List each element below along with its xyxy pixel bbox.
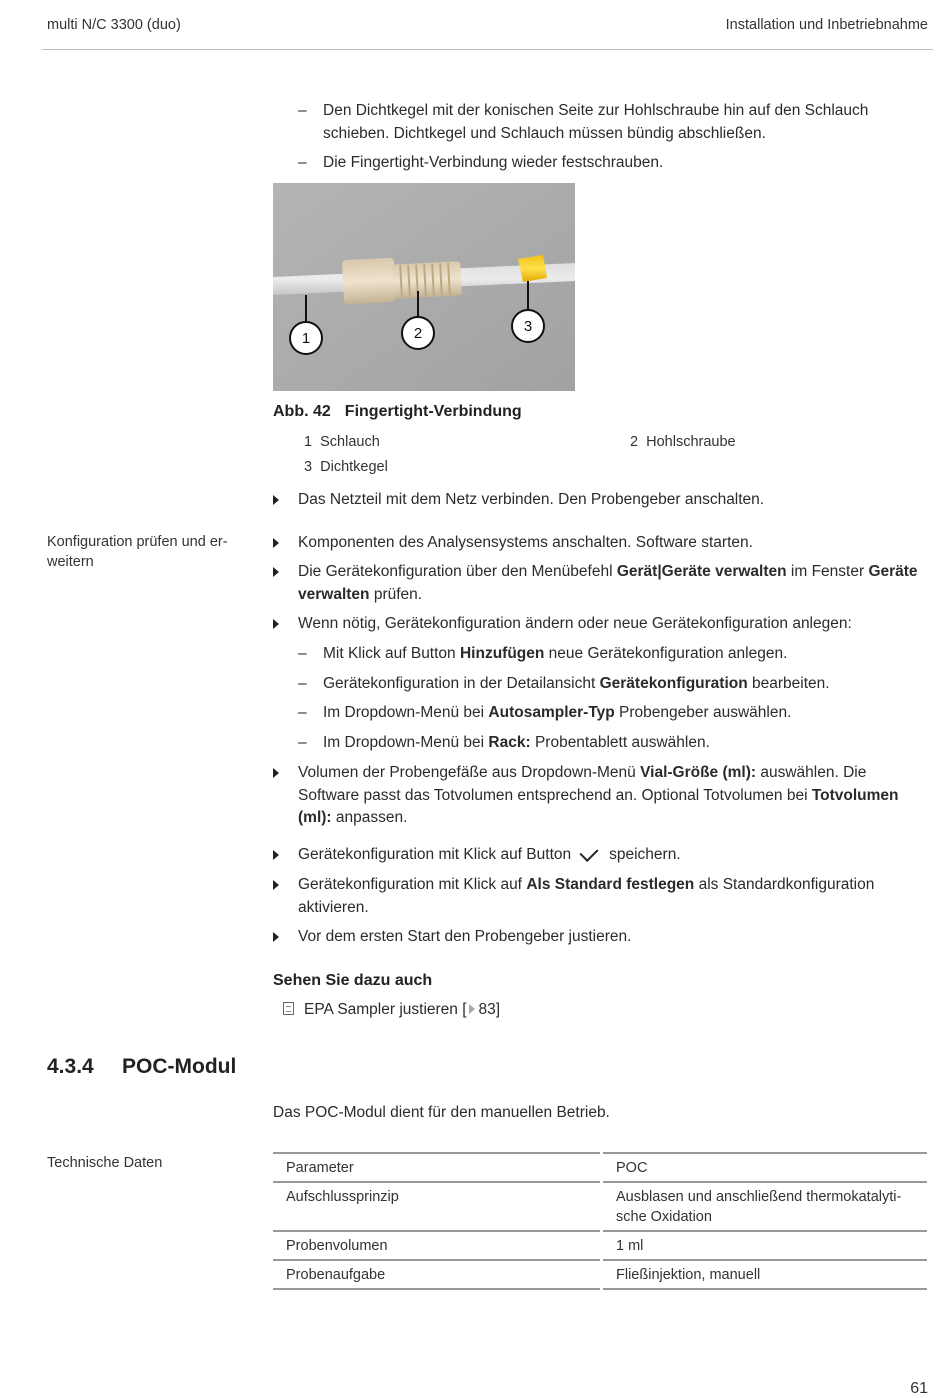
section-title: POC-Modul — [122, 1055, 237, 1078]
window-gerate-verwalten: Geräte verwalten — [298, 563, 918, 603]
table-cell: Ausblasen und anschließend thermokatalytische Oxidation — [602, 1182, 928, 1231]
dash-mark: – — [298, 734, 307, 751]
technical-data-table — [273, 1152, 927, 1290]
legend-label: Hohlschraube — [646, 434, 736, 450]
hollow-screw-head — [342, 258, 396, 305]
step-arrow-icon — [273, 932, 279, 942]
fingertight-illustration — [273, 183, 575, 391]
table-cell: Aufschlussprinzip — [273, 1182, 602, 1231]
legend-label: Schlauch — [320, 434, 380, 450]
sealing-cone — [518, 255, 547, 282]
instruction-step — [273, 561, 923, 606]
document-icon — [283, 1002, 294, 1015]
callout-label-1: 1 — [301, 330, 311, 347]
step-arrow-icon — [273, 850, 279, 860]
sub-step-text: Mit Klick auf Button Hinzufügen neue Gerätekonfiguration anlegen. — [323, 645, 788, 662]
sub-step-text: Im Dropdown-Menü bei Autosampler-Typ Probengeber auswählen. — [323, 704, 792, 721]
step-text: Gerätekonfiguration mit Klick auf Button speichern. — [298, 844, 923, 867]
instruction-step — [273, 926, 923, 949]
step-arrow-icon — [273, 567, 279, 577]
sub-step — [298, 702, 918, 725]
checkmark-icon — [580, 843, 599, 862]
dash-mark: – — [298, 704, 307, 721]
table-header-row — [273, 1153, 927, 1182]
table-cell: Probenvolumen — [273, 1231, 602, 1260]
see-also-heading: Sehen Sie dazu auch — [273, 972, 433, 989]
step-text: Wenn nötig, Gerätekonfiguration ändern oder neue Gerätekonfiguration anlegen: — [298, 615, 852, 632]
dash-mark: – — [298, 154, 307, 171]
step-text: Volumen der Probengefäße aus Dropdown-Menü Vial-Größe (ml): auswählen. Die Software passt das Totvolumen entsprechend an. Optional Totvolumen bei Totvolumen (ml): anpassen. — [298, 764, 899, 826]
table-cell: Probenaufgabe — [273, 1260, 602, 1289]
table-cell: Fließinjektion, manuell — [602, 1260, 928, 1289]
header-chapter-title: Installation und Inbetriebnahme — [725, 17, 928, 33]
legend-item — [304, 434, 380, 450]
see-also-link-page[interactable]: 83] — [478, 1001, 501, 1018]
legend-item — [304, 459, 388, 475]
dash-mark: – — [298, 645, 307, 662]
fingertight-photo — [273, 183, 575, 391]
table-header-cell: Parameter — [273, 1153, 602, 1182]
figure-title: Fingertight-Verbindung — [344, 403, 522, 420]
dash-step-text: Den Dichtkegel mit der konischen Seite zur Hohlschraube hin auf den Schlauch schieben. Dichtkegel und Schlauch müssen bündig abschließen. — [323, 102, 869, 142]
step-text: Das Netzteil mit dem Netz verbinden. Den Probengeber anschalten. — [298, 491, 765, 508]
table-row — [273, 1260, 927, 1289]
section-heading — [47, 1055, 236, 1079]
sub-step-text: Gerätekonfiguration in der Detailansicht Gerätekonfiguration bearbeiten. — [323, 675, 830, 692]
section-intro: Das POC-Modul dient für den manuellen Betrieb. — [273, 1104, 610, 1121]
instruction-step — [273, 762, 923, 830]
dash-step — [298, 152, 918, 175]
legend-item — [630, 434, 736, 450]
table-row — [273, 1182, 927, 1231]
step-text: Gerätekonfiguration mit Klick auf Als Standard festlegen als Standardkonfiguration aktivieren. — [298, 876, 875, 916]
sub-step — [298, 643, 918, 666]
step-text: Die Gerätekonfiguration über den Menübefehl Gerät|Geräte verwalten im Fenster Geräte verwalten prüfen. — [298, 563, 918, 603]
step-arrow-icon — [273, 619, 279, 629]
step-arrow-icon — [273, 880, 279, 890]
instruction-step — [273, 613, 923, 636]
instruction-step — [273, 489, 923, 512]
dash-mark: – — [298, 675, 307, 692]
side-label-technical-data: Technische Daten — [47, 1155, 163, 1171]
instruction-step — [273, 874, 923, 919]
legend-number: 3 — [304, 459, 313, 475]
figure-caption — [273, 403, 522, 421]
callout-label-2: 2 — [413, 325, 423, 342]
step-arrow-icon — [273, 768, 279, 778]
callout-label-3: 3 — [523, 318, 533, 335]
dash-step — [298, 100, 918, 145]
page-number: 61 — [910, 1380, 928, 1397]
dash-mark: – — [298, 102, 307, 119]
step-arrow-icon — [273, 538, 279, 548]
see-also-link[interactable] — [283, 1001, 500, 1019]
legend-number: 2 — [630, 434, 639, 450]
table-header-cell: POC — [602, 1153, 928, 1182]
instruction-step — [273, 844, 923, 867]
legend-label: Dichtkegel — [320, 459, 388, 475]
button-hinzufuegen: Hinzufügen — [459, 645, 545, 662]
sub-step-text: Im Dropdown-Menü bei Rack: Probentablett auswählen. — [323, 734, 710, 751]
step-text: Komponenten des Analysensystems anschalten. Software starten. — [298, 534, 753, 551]
instruction-step — [273, 532, 923, 555]
menu-gerate-verwalten: Geräte verwalten — [661, 563, 787, 580]
sub-step — [298, 732, 918, 755]
dash-step-text: Die Fingertight-Verbindung wieder festschrauben. — [323, 154, 664, 171]
legend-number: 1 — [304, 434, 313, 450]
step-text: Vor dem ersten Start den Probengeber justieren. — [298, 928, 632, 945]
menu-gerat: Gerät — [616, 563, 658, 580]
header-document-title: multi N/C 3300 (duo) — [47, 17, 181, 33]
table-row — [273, 1231, 927, 1260]
figure-number: Abb. 42 — [273, 403, 331, 420]
step-arrow-icon — [273, 495, 279, 505]
see-also-link-text[interactable]: EPA Sampler justieren [ — [304, 1001, 467, 1018]
header-divider — [42, 49, 933, 50]
section-number: 4.3.4 — [47, 1055, 94, 1078]
side-label-configuration: Konfiguration prüfen und erweitern — [47, 534, 228, 570]
sub-step — [298, 673, 918, 696]
link-arrow-icon — [469, 1004, 475, 1014]
table-cell: 1 ml — [602, 1231, 928, 1260]
